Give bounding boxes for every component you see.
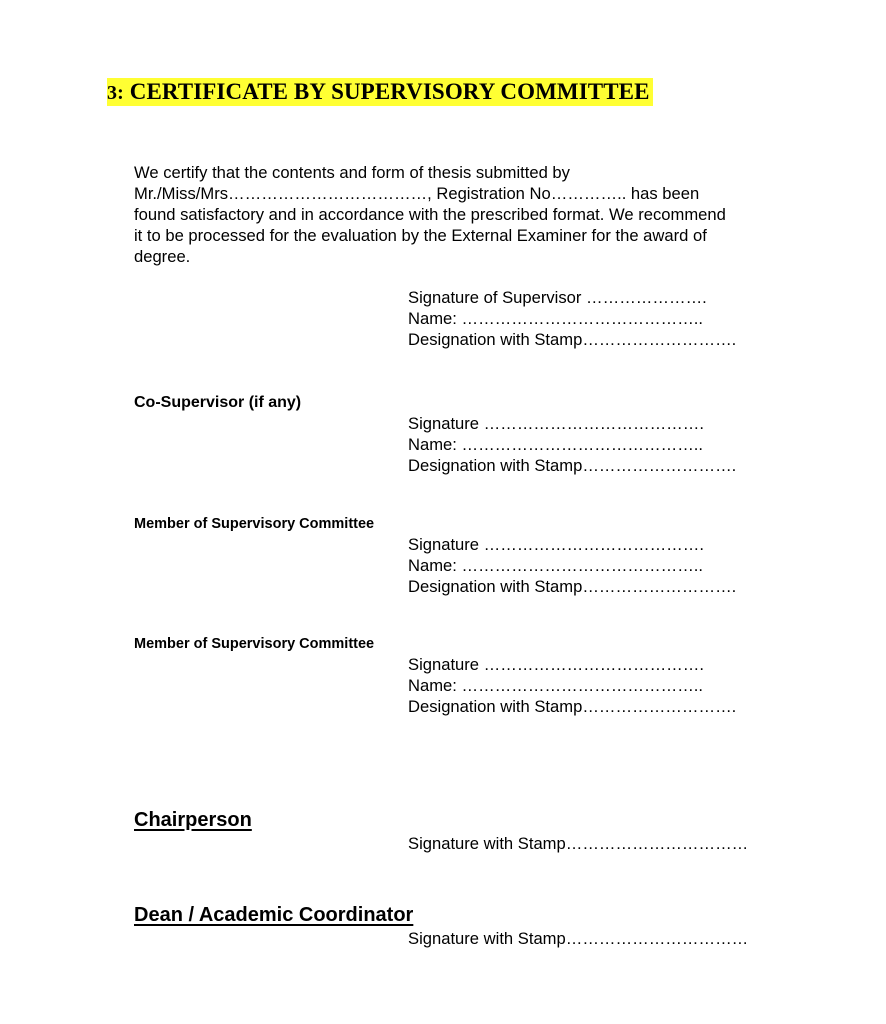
co-supervisor-designation-line: Designation with Stamp……………………….: [408, 456, 737, 475]
member-1-signature-line: Signature ………………………………….: [408, 535, 704, 554]
chairperson-signature-block: [408, 833, 748, 854]
member-2-designation-line: Designation with Stamp……………………….: [408, 697, 737, 716]
chairperson-label: Chairperson: [134, 809, 252, 831]
certificate-line-2: Mr./Miss/Mrs………………………………, Registration No………….. has been: [134, 184, 700, 203]
certificate-line-5: degree.: [134, 247, 191, 266]
supervisor-designation-line: Designation with Stamp……………………….: [408, 330, 737, 349]
member-2-label: Member of Supervisory Committee: [134, 636, 375, 652]
co-supervisor-signature-line: Signature ………………………………….: [408, 414, 704, 433]
member-2-name-line: Name: ……………………………………..: [408, 676, 704, 695]
member-1-name-line: Name: ……………………………………..: [408, 556, 704, 575]
supervisor-signature-block: [408, 287, 736, 350]
member-1-designation-line: Designation with Stamp……………………….: [408, 577, 737, 596]
dean-label: Dean / Academic Coordinator: [134, 904, 414, 926]
co-supervisor-label: Co-Supervisor (if any): [134, 394, 302, 411]
co-supervisor-signature-block: [408, 413, 736, 476]
dean-signature-line: Signature with Stamp……………………………: [408, 929, 749, 948]
member-2-signature-block: [408, 654, 736, 717]
heading-number: 3:: [107, 82, 124, 104]
member-1-signature-block: [408, 534, 736, 597]
chairperson-signature-line: Signature with Stamp……………………………: [408, 834, 749, 853]
supervisor-name-line: Name: ……………………………………..: [408, 309, 704, 328]
co-supervisor-name-line: Name: ……………………………………..: [408, 435, 704, 454]
supervisor-signature-line: Signature of Supervisor ………………….: [408, 288, 707, 307]
certificate-line-3: found satisfactory and in accordance with the prescribed format. We recommend: [134, 205, 726, 224]
page-heading: [107, 78, 653, 106]
dean-signature-block: [408, 928, 748, 949]
certificate-paragraph: [134, 162, 794, 267]
member-2-signature-line: Signature ………………………………….: [408, 655, 704, 674]
certificate-line-1: We certify that the contents and form of thesis submitted by: [134, 163, 570, 182]
certificate-line-4: it to be processed for the evaluation by the External Examiner for the award of: [134, 226, 707, 245]
heading-title: CERTIFICATE BY SUPERVISORY COMMITTEE: [129, 79, 650, 104]
member-1-label: Member of Supervisory Committee: [134, 516, 375, 532]
